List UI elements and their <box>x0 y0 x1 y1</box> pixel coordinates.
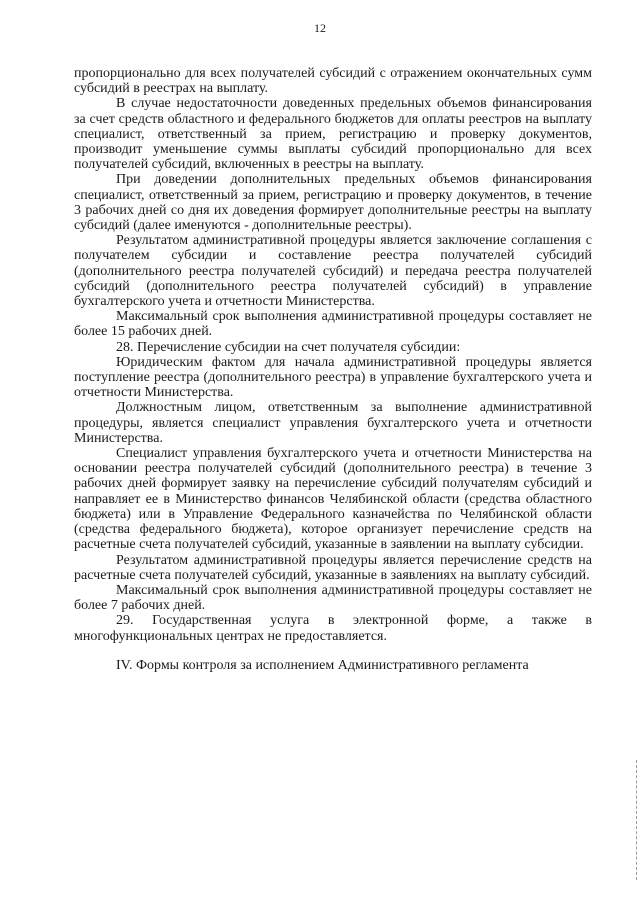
paragraph-additional-funding: При доведении дополнительных предельных объемов финансирования специалист, ответственный за прием, регистрацию и проверку документов, в течение 3 рабочих дней со дня их доведения формирует дополнительные реестры на выплату субсидий (далее именуются - дополнительные реестры). <box>74 172 592 234</box>
paragraph-legal-fact: Юридическим фактом для начала административной процедуры является поступление реестра (дополнительного реестра) в управление бухгалтерского учета и отчетности Министерства. <box>74 354 592 401</box>
paragraph-funding-shortfall: В случае недостаточности доведенных предельных объемов финансирования за счет средств областного и федерального бюджетов для оплаты реестров на выплату специалист, ответственный за прием, регистрацию и проверку документов, производит уменьшение суммы выплаты субсидий пропорционально для всех получателей субсидий, включенных в реестры на выплату. <box>74 96 592 173</box>
paragraph-responsible-official: Должностным лицом, ответственным за выполнение административной процедуры, является специалист управления бухгалтерского учета и отчетности Министерства. <box>74 400 592 446</box>
paragraph-max-term-7: Максимальный срок выполнения административной процедуры составляет не более 7 рабочих дней. <box>74 582 592 614</box>
paragraph-continuation: пропорционально для всех получателей субсидий с отражением окончательных сумм субсидий в реестрах на выплату. <box>74 66 592 97</box>
paragraph-max-term-15: Максимальный срок выполнения административной процедуры составляет не более 15 рабочих дней. <box>74 309 592 340</box>
paragraph-item-28: 28. Перечисление субсидии на счет получателя субсидии: <box>116 339 461 355</box>
paragraph-procedure-result: Результатом административной процедуры является заключение соглашения с получателем субсидии и составление реестра получателей субсидий (дополнительного реестра получателей субсидий) и передача реестра получателей субсидий (дополнительного реестра получателей субсидий) в управление бухгалтерского учета и отчетности Министерства. <box>74 233 592 310</box>
scan-edge-mark <box>635 760 637 880</box>
document-body <box>74 66 592 673</box>
paragraph-transfer-result: Результатом административной процедуры является перечисление средств на расчетные счета получателей субсидий, указанные в заявлениях на выплату субсидий. <box>74 552 592 583</box>
paragraph-accounting-specialist: Специалист управления бухгалтерского учета и отчетности Министерства на основании реестра получателей субсидий (дополнительного реестра) в течение 3 рабочих дней формирует заявку на перечисление субсидий получателям субсидий и направляет ее в Министерство финансов Челябинской области (средства областного бюджета) или в Управление Федерального казначейства по Челябинской области (средства федерального бюджета), которое организует перечисление средств на расчетные счета получателей субсидий, указанные в заявлении на выплату субсидии. <box>74 446 592 553</box>
section-heading: IV. Формы контроля за исполнением Административного регламента <box>116 657 529 673</box>
paragraph-item-29: 29. Государственная услуга в электронной форме, а также в многофункциональных центрах не предоставляется. <box>74 613 592 644</box>
page-number: 12 <box>314 21 326 35</box>
